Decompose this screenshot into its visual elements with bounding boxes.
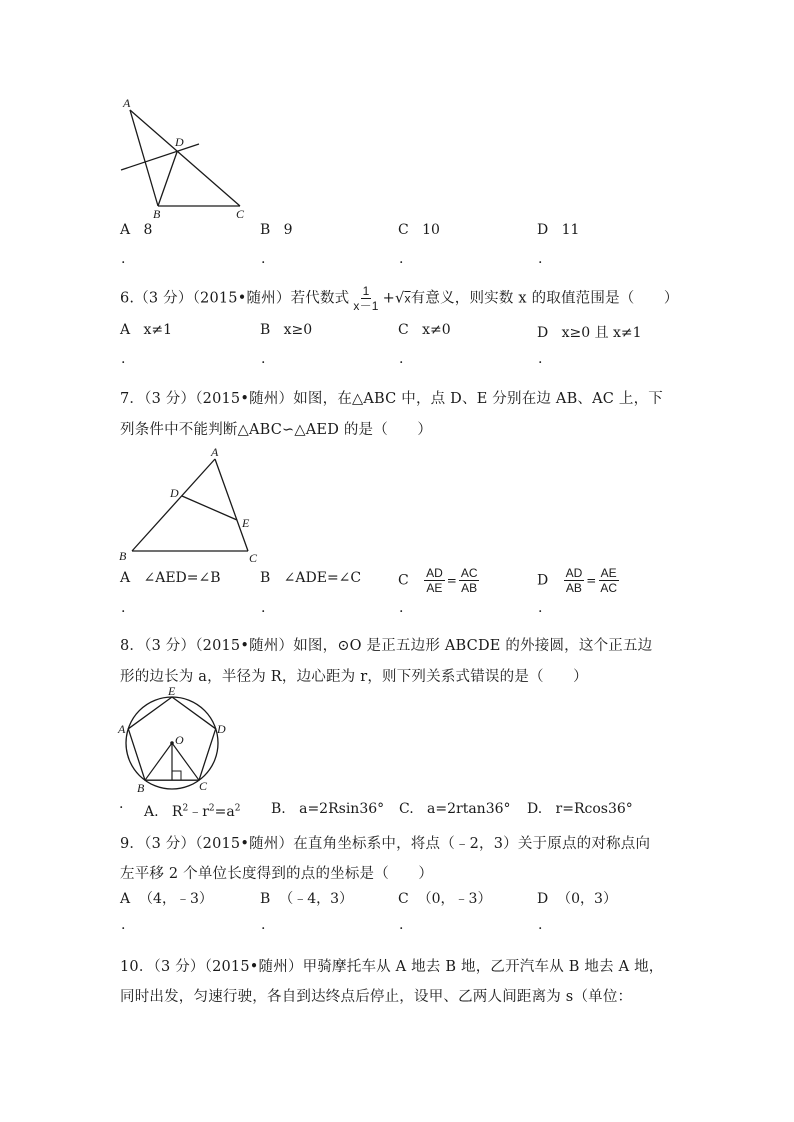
q9-dot-c: . (399, 917, 404, 933)
q9-dot-d: . (538, 917, 543, 933)
q6-fraction: $\frac{1}{x-1}$ (353, 284, 379, 313)
q6-sqrt-arg: x (404, 291, 411, 306)
q6-sqrt-symbol: √ (395, 290, 405, 307)
q6-option-a[interactable]: A x≠1 (120, 322, 173, 338)
q5-option-b[interactable]: B 9 (260, 222, 293, 238)
q7-dot-a: . (121, 600, 126, 616)
q7-label-d: D (170, 486, 179, 500)
q6-option-d[interactable]: D x≥0 且 x≠1 (537, 325, 642, 341)
q9-option-a[interactable]: A （4，﹣3） (120, 891, 213, 907)
q7-option-c[interactable]: C $\frac{AD}{AE}$ = $\frac{AC}{AB}$ (398, 566, 478, 595)
q7-dot-c: . (399, 600, 404, 616)
q7-c-frac-left: $\frac{AD}{AE}$ (426, 566, 443, 595)
q6-stem (120, 284, 679, 313)
q7-label-a: A (211, 445, 219, 459)
q6-plus: + (382, 290, 396, 307)
q9-dot-b: . (261, 917, 266, 933)
q5-dot-c: . (399, 251, 404, 267)
q7-d-frac-left: $\frac{AD}{AB}$ (565, 566, 583, 595)
q6-dot-d: . (538, 351, 543, 367)
q6-head: 6.（3 分）（2015•随州）若代数式 (120, 290, 350, 307)
q8-label-b: B (137, 781, 145, 795)
q6-option-c[interactable]: C x≠0 (398, 322, 451, 338)
q8-label-d: D (217, 722, 226, 736)
q9-stem-line2: 左平移 2 个单位长度得到的点的坐标是（ ） (120, 866, 434, 882)
q8-label-e: E (168, 684, 176, 698)
q7-stem-line1: 7．（3 分）（2015•随州）如图，在△ABC 中，点 D、E 分别在边 AB、AC 上，下 (120, 391, 664, 407)
q7-stem-line2: 列条件中不能判断△ABC∽△AED 的是（ ） (120, 422, 433, 438)
q6-dot-c: . (399, 351, 404, 367)
q7-option-b[interactable]: B ∠ADE=∠C (260, 570, 362, 586)
q5-figure (115, 95, 255, 220)
q8-option-c[interactable]: C. a=2rtan36° (399, 801, 511, 817)
q9-stem-line1: 9．（3 分）（2015•随州）在直角坐标系中，将点（﹣2，3）关于原点的对称点向 (120, 836, 651, 852)
q8-label-a: A (118, 722, 126, 736)
q8-label-c: C (199, 779, 208, 793)
q8-label-o: O (175, 733, 184, 747)
q6-tail: 有意义，则实数 x 的取值范围是（ ） (410, 290, 679, 307)
q8-radius-oc (172, 743, 199, 780)
q6-dot-b: . (261, 351, 266, 367)
q7-option-a[interactable]: A ∠AED=∠B (120, 570, 221, 586)
q7-line-ac (215, 459, 248, 551)
q5-option-a[interactable]: A 8 (120, 222, 153, 238)
q5-line-ac (130, 110, 240, 206)
q5-option-d[interactable]: D 11 (537, 222, 580, 238)
q5-label-a: A (123, 96, 131, 110)
q8-option-a[interactable]: A. $R^2﹣r^2=a^2$ (144, 803, 241, 820)
q6-option-b[interactable]: B x≥0 (260, 322, 313, 338)
q8-option-d[interactable]: D. r=Rcos36° (527, 801, 633, 817)
q5-line-bd (158, 152, 177, 206)
q5-label-d: D (175, 135, 184, 149)
q5-dot-a: . (121, 251, 126, 267)
q7-dot-b: . (261, 600, 266, 616)
q7-label-c: C (249, 551, 258, 565)
q8-center-dot (170, 741, 174, 745)
q7-figure (115, 444, 265, 566)
q5-label-b: B (153, 207, 161, 220)
q7-d-frac-right: $\frac{AE}{AC}$ (600, 566, 617, 595)
q9-option-c[interactable]: C （0，﹣3） (398, 891, 492, 907)
q10-stem-line2: 同时出发，匀速行驶，各自到达终点后停止，设甲、乙两人间距离为 s（单位： (120, 989, 633, 1005)
q7-c-frac-right: $\frac{AC}{AB}$ (460, 566, 478, 595)
q9-dot-a: . (121, 917, 126, 933)
q8-option-b[interactable]: B. a=2Rsin36° (271, 801, 385, 817)
q8-radius-ob (145, 743, 172, 780)
q7-dot-d: . (538, 600, 543, 616)
q5-line-ab (130, 110, 158, 206)
q5-option-c[interactable]: C 10 (398, 222, 440, 238)
q6-dot-a: . (121, 351, 126, 367)
q8-stem-line1: 8．（3 分）（2015•随州）如图，⊙O 是正五边形 ABCDE 的外接圆，这个正五边 (120, 638, 653, 654)
q8-figure (115, 684, 235, 799)
q9-option-b[interactable]: B （﹣4，3） (260, 891, 354, 907)
q7-line-de (182, 496, 237, 520)
q7-label-b: B (119, 549, 127, 563)
q8-leading-dot: . (119, 796, 124, 812)
q9-option-d[interactable]: D （0，3） (537, 891, 617, 907)
q10-stem-line1: 10．（3 分）（2015•随州）甲骑摩托车从 A 地去 B 地，乙开汽车从 B 地去 A 地， (120, 959, 664, 975)
q8-stem-line2: 形的边长为 a，半径为 R，边心距为 r，则下列关系式错误的是（ ） (120, 669, 588, 685)
q7-label-e: E (242, 516, 250, 530)
q7-option-d[interactable]: D $\frac{AD}{AB}$ = $\frac{AE}{AC}$ (537, 566, 617, 595)
q5-label-c: C (236, 207, 245, 220)
q5-dot-d: . (538, 251, 543, 267)
q5-bisector (121, 144, 199, 170)
q8-right-angle-mark (172, 771, 181, 780)
q5-dot-b: . (261, 251, 266, 267)
